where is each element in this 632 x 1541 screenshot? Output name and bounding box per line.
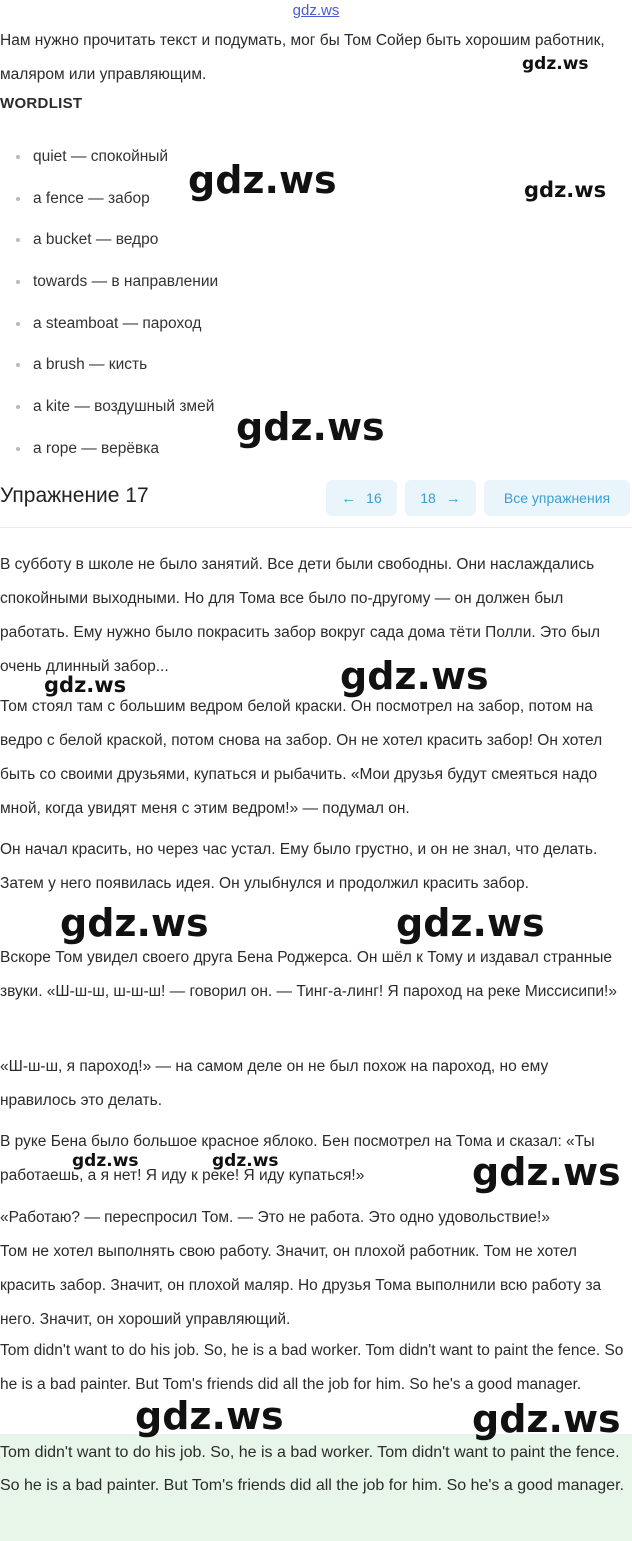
paragraph: «Работаю? — переспросил Том. — Это не работа. Это одно удовольствие!» bbox=[0, 1209, 550, 1226]
arrow-left-icon: ← bbox=[341, 490, 357, 507]
watermark: gdz.ws bbox=[522, 54, 589, 74]
exercise-title: Упражнение 17 bbox=[0, 484, 149, 507]
watermark: gdz.ws bbox=[72, 1151, 139, 1171]
intro-text: Нам нужно прочитать текст и подумать, мог бы Том Сойер быть хорошим работник, маляром или управляющим. bbox=[0, 32, 605, 83]
bullet-icon bbox=[16, 238, 20, 242]
conclusion-en: Tom didn't want to do his job. So, he is a bad worker. Tom didn't want to paint the fence. So he is a bad painter. But Tom's friends did all the job for him. So he's a good manager. bbox=[0, 1342, 624, 1393]
paragraph: Он начал красить, но через час устал. Ему было грустно, и он не знал, что делать. Затем у него появилась идея. Он улыбнулся и продолжил красить забор. bbox=[0, 841, 598, 892]
list-item: a fence — забор bbox=[0, 178, 400, 220]
watermark: gdz.ws bbox=[135, 1394, 284, 1438]
bullet-icon bbox=[16, 280, 20, 284]
answer-text: Tom didn't want to do his job. So, he is a bad worker. Tom didn't want to paint the fence. So he is a bad painter. But Tom's friends did all the job for him. So he's a good manager. bbox=[0, 1444, 624, 1494]
list-item: quiet — спокойный bbox=[0, 136, 400, 178]
next-exercise-button[interactable]: 18 → bbox=[405, 480, 476, 516]
paragraph: Том стоял там с большим ведром белой краски. Он посмотрел на забор, потом на ведро с белой краской, потом снова на забор. Он не хотел красить забор! Он хотел быть со своими друзьями, купаться и рыбачить. «Мои друзья будут смеяться надо мной, когда увидят меня с этим ведром!» — подумал он. bbox=[0, 698, 603, 817]
list-item: a bucket — ведро bbox=[0, 219, 400, 261]
list-item: a kite — воздушный змей bbox=[0, 386, 400, 428]
watermark: gdz.ws bbox=[44, 673, 127, 697]
list-item: a brush — кисть bbox=[0, 344, 400, 386]
watermark: gdz.ws bbox=[524, 178, 607, 202]
bullet-icon bbox=[16, 322, 20, 326]
paragraph: В субботу в школе не было занятий. Все дети были свободны. Они наслаждались спокойными выходными. Но для Тома все было по-другому — он должен был работать. Ему нужно было покрасить забор вокруг сада дома тёти Полли. Это был очень длинный забор... bbox=[0, 556, 601, 675]
watermark: gdz.ws bbox=[396, 901, 545, 945]
bullet-icon bbox=[16, 197, 20, 201]
list-item: towards — в направлении bbox=[0, 261, 400, 303]
bullet-icon bbox=[16, 405, 20, 409]
bullet-icon bbox=[16, 363, 20, 367]
watermark: gdz.ws bbox=[472, 1150, 621, 1194]
bullet-icon bbox=[16, 447, 20, 451]
watermark-link[interactable]: gdz.ws bbox=[292, 2, 340, 19]
watermark: gdz.ws bbox=[340, 654, 489, 698]
header-divider bbox=[0, 527, 632, 528]
watermark: gdz.ws bbox=[472, 1397, 621, 1441]
list-item: a steamboat — пароход bbox=[0, 303, 400, 345]
watermark: gdz.ws bbox=[60, 901, 209, 945]
prev-exercise-button[interactable]: ← 16 bbox=[326, 480, 397, 516]
watermark: gdz.ws bbox=[236, 405, 385, 449]
paragraph: «Ш-ш-ш, я пароход!» — на самом деле он не был похож на пароход, но ему нравилось это делать. bbox=[0, 1058, 549, 1109]
paragraph: Вскоре Том увидел своего друга Бена Роджерса. Он шёл к Тому и издавал странные звуки. «Ш-ш-ш, ш-ш-ш! — говорил он. — Тинг-а-линг! Я пароход на реке Миссисипи!» bbox=[0, 949, 617, 1000]
arrow-right-icon: → bbox=[445, 490, 461, 507]
all-exercises-button[interactable]: Все упражнения bbox=[484, 480, 630, 516]
list-item: a rope — верёвка bbox=[0, 428, 400, 470]
watermark: gdz.ws bbox=[188, 158, 337, 202]
bullet-icon bbox=[16, 155, 20, 159]
paragraph: В руке Бена было большое красное яблоко. Бен посмотрел на Тома и сказал: «Ты работаешь, а я нет! Я иду к реке! Я иду купаться!» bbox=[0, 1133, 595, 1184]
watermark: gdz.ws bbox=[212, 1151, 279, 1171]
conclusion-ru: Том не хотел выполнять свою работу. Значит, он плохой работник. Том не хотел красить забор. Значит, он плохой маляр. Но друзья Тома выполнили всю работу за него. Значит, он хороший управляющий. bbox=[0, 1243, 602, 1328]
wordlist-heading: WORDLIST bbox=[0, 95, 83, 112]
